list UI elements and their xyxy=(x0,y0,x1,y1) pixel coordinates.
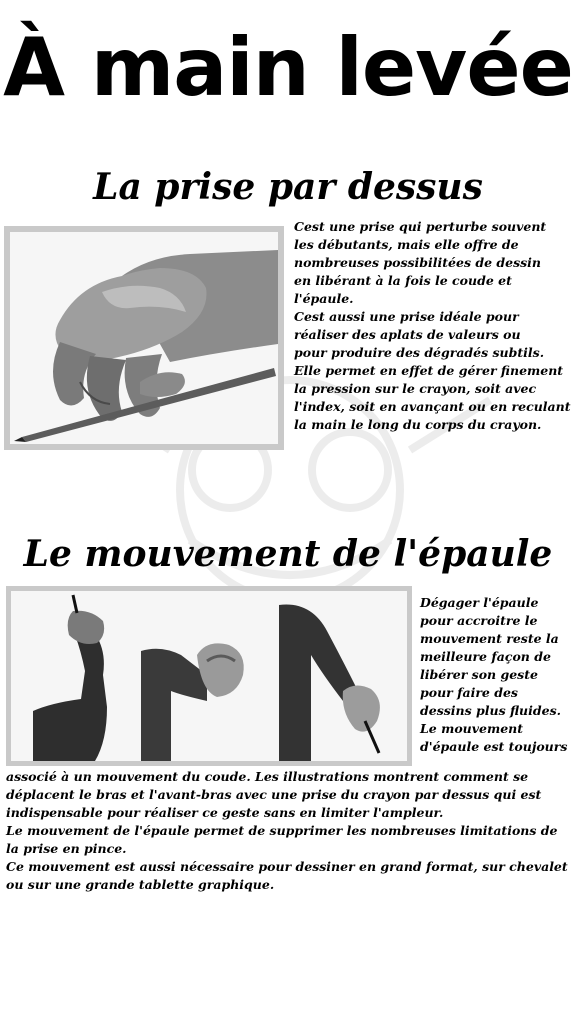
hand-pencil-icon xyxy=(10,232,278,444)
shoulder-description-full: associé à un mouvement du coude. Les illustrations montrent comment se déplacent le bras et l'avant-bras avec une prise du crayon par dessus qui est indispensable pour réaliser ce geste sans en limiter l'ampleur. Le mouvement de l'épaule permet de supprimer les nombreuses limitations de la prise en pince. Ce mouvement est aussi nécessaire pour dessiner en grand format, sur chevalet ou sur une grande tablette graphique. xyxy=(6,769,568,892)
shoulder-description-side: Dégager l'épaule pour accroitre le mouvement reste la meilleure façon de libérer son geste pour faire des dessins plus fluides. Le mouvement d'épaule est toujours xyxy=(420,595,568,754)
section-title-shoulder: Le mouvement de l'épaule xyxy=(23,533,553,575)
page-title: À main levée xyxy=(3,21,573,114)
grip-description: Cest une prise qui perturbe souvent les débutants, mais elle offre de nombreuses possibilitées de dessin en libérant à la fois le coude et l'épaule. Cest aussi une prise idéale pour réaliser des aplats de valeurs ou pour produire des dégradés subtils. Elle permet en effet de gérer finement la pression sur le crayon, soit avec l'index, soit en avançant ou en reculant la main le long du corps du crayon. xyxy=(294,219,571,432)
grip-illustration xyxy=(4,226,284,450)
arm-movement-icon xyxy=(11,591,407,761)
section-title-grip: La prise par dessus xyxy=(93,166,483,208)
shoulder-illustration xyxy=(6,586,412,766)
